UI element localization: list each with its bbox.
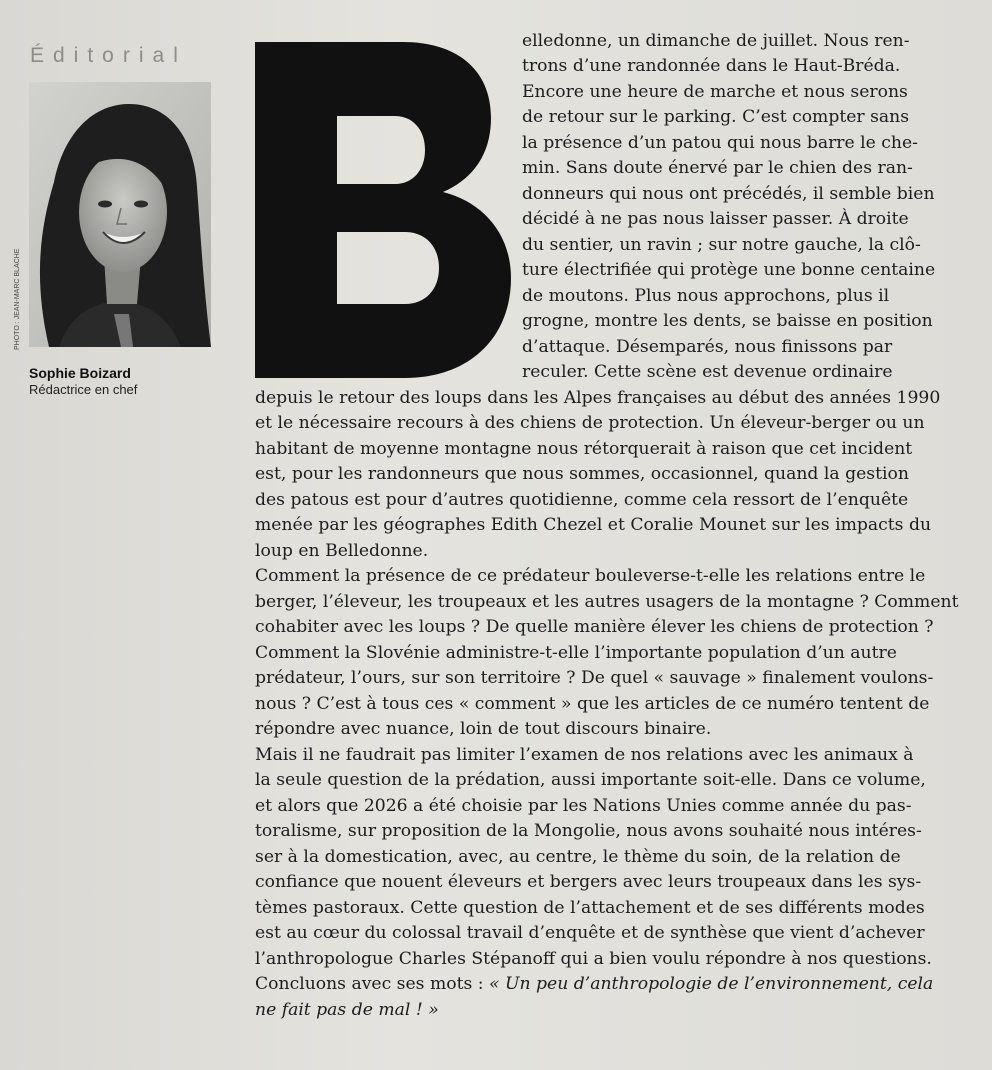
quote-text: « Un peu d’anthropologie de l’environnement, cela: [489, 974, 934, 994]
article-line: elledonne, un dimanche de juillet. Nous ren-: [522, 31, 910, 51]
section-label: Éditorial: [30, 44, 187, 67]
article-line: décidé à ne pas nous laisser passer. À droite: [522, 209, 909, 229]
article-line: berger, l’éleveur, les troupeaux et les autres usagers de la montagne ? Comment: [255, 592, 959, 612]
article-line: est au cœur du colossal travail d’enquête et de synthèse que vient d’achever: [255, 923, 925, 943]
article-line: prédateur, l’ours, sur son territoire ? De quel « sauvage » finalement voulons-: [255, 668, 934, 688]
article-line: du sentier, un ravin ; sur notre gauche, la clô-: [522, 235, 921, 255]
article-line: Mais il ne faudrait pas limiter l’examen de nos relations avec les animaux à: [255, 745, 914, 765]
article-line: Encore une heure de marche et nous serons: [522, 82, 908, 102]
author-name: Sophie Boizard: [29, 365, 131, 381]
article-line: de moutons. Plus nous approchons, plus il: [522, 286, 890, 306]
article-line: nous ? C’est à tous ces « comment » que les articles de ce numéro tentent de: [255, 694, 930, 714]
article-line: ture électrifiée qui protège une bonne centaine: [522, 260, 936, 280]
article-line: la présence d’un patou qui nous barre le che-: [522, 133, 918, 153]
dropcap-letter: [255, 42, 511, 378]
article-line: la seule question de la prédation, aussi importante soit-elle. Dans ce volume,: [255, 770, 926, 790]
article-line: est, pour les randonneurs que nous sommes, occasionnel, quand la gestion: [255, 464, 909, 484]
article-line: donneurs qui nous ont précédés, il semble bien: [522, 184, 935, 204]
article-line: habitant de moyenne montagne nous rétorquerait à raison que cet incident: [255, 439, 913, 459]
article-line: et le nécessaire recours à des chiens de protection. Un éleveur-berger ou un: [255, 413, 925, 433]
article-line: [255, 972, 933, 996]
article-line: cohabiter avec les loups ? De quelle manière élever les chiens de protection ?: [255, 617, 934, 637]
article-line: et alors que 2026 a été choisie par les Nations Unies comme année du pas-: [255, 796, 912, 816]
article-line: reculer. Cette scène est devenue ordinaire: [522, 362, 893, 382]
quote-text: ne fait pas de mal ! »: [255, 1000, 439, 1020]
article-line: de retour sur le parking. C’est compter sans: [522, 107, 910, 127]
article-line: ser à la domestication, avec, au centre, le thème du soin, de la relation de: [255, 847, 901, 867]
photo-credit: PHOTO : JEAN-MARC BLACHE: [14, 248, 21, 350]
article-line: grogne, montre les dents, se baisse en position: [522, 311, 933, 331]
article-line: des patous est pour d’autres quotidienne, comme cela ressort de l’enquête: [255, 490, 909, 510]
article-line: confiance que nouent éleveurs et bergers avec leurs troupeaux dans les sys-: [255, 872, 922, 892]
author-role: Rédactrice en chef: [29, 382, 138, 397]
article-line: min. Sans doute énervé par le chien des ran-: [522, 158, 913, 178]
article-line: [255, 998, 439, 1022]
author-photo: [29, 82, 211, 347]
article-line: d’attaque. Désemparés, nous finissons par: [522, 337, 893, 357]
closing-text: Concluons avec ses mots :: [255, 974, 490, 994]
article-line: menée par les géographes Edith Chezel et Coralie Mounet sur les impacts du: [255, 515, 932, 535]
article-line: Comment la présence de ce prédateur bouleverse-t-elle les relations entre le: [255, 566, 926, 586]
article-line: depuis le retour des loups dans les Alpes françaises au début des années 1990: [255, 388, 941, 408]
portrait-image: [29, 82, 211, 347]
article-line: toralisme, sur proposition de la Mongolie, nous avons souhaité nous intéres-: [255, 821, 922, 841]
article-line: loup en Belledonne.: [255, 541, 429, 561]
article-line: répondre avec nuance, loin de tout discours binaire.: [255, 719, 712, 739]
article-line: l’anthropologue Charles Stépanoff qui a bien voulu répondre à nos questions.: [255, 949, 932, 969]
article-line: Comment la Slovénie administre-t-elle l’importante population d’un autre: [255, 643, 897, 663]
article-line: tèmes pastoraux. Cette question de l’attachement et de ses différents modes: [255, 898, 925, 918]
article-line: trons d’une randonnée dans le Haut-Bréda.: [522, 56, 901, 76]
